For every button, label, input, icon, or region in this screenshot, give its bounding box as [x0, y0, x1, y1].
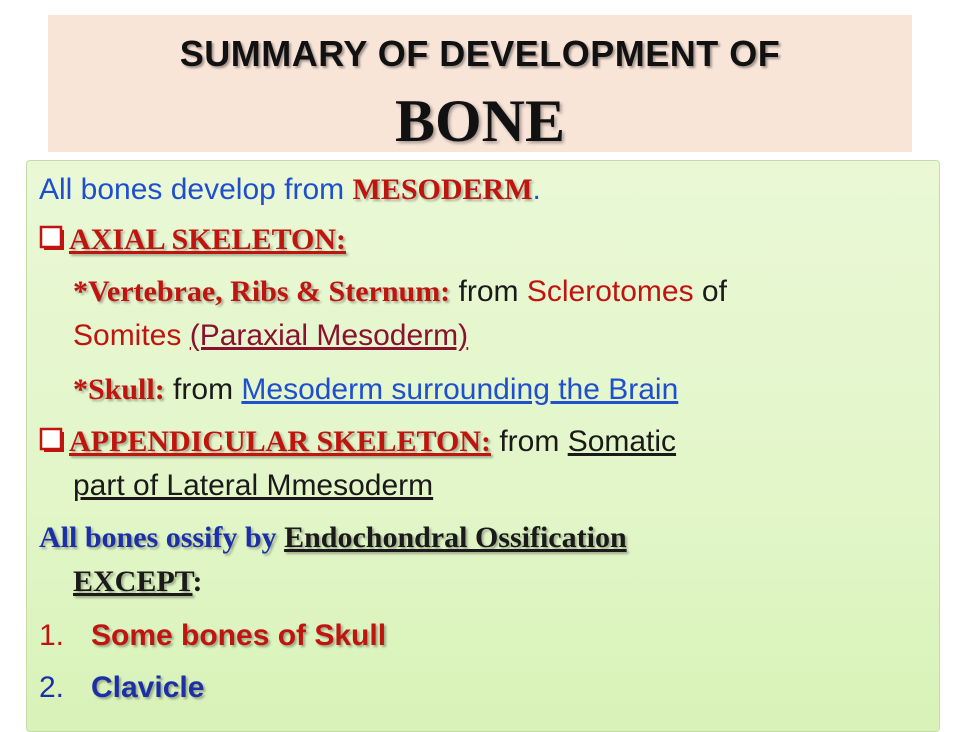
ossify-prefix: All bones ossify by	[39, 521, 285, 554]
vertebrae-line-2	[73, 319, 468, 353]
list-number: 2.	[39, 671, 65, 704]
ossify-line-2	[73, 565, 202, 599]
appendicular-line-2	[73, 469, 433, 503]
title-line-1: SUMMARY OF DEVELOPMENT OF	[179, 33, 781, 74]
lateral-mesoderm-text: part of Lateral Mmesoderm	[73, 469, 434, 502]
vertebrae-line	[73, 275, 727, 309]
mesoderm-highlight: MESODERM	[352, 173, 533, 206]
appendicular-line	[39, 425, 676, 459]
somatic-text: Somatic	[567, 425, 677, 458]
intro-suffix: .	[532, 173, 541, 206]
vertebrae-source: Sclerotomes	[526, 275, 694, 308]
vertebrae-from: from	[450, 275, 527, 308]
skull-source: Mesoderm surrounding the Brain	[241, 373, 679, 406]
list-item	[39, 671, 204, 705]
list-item	[39, 619, 386, 653]
axial-heading: AXIAL SKELETON:	[69, 223, 347, 256]
ossify-line	[39, 521, 627, 555]
vertebrae-of: of	[693, 275, 727, 308]
except-text: EXCEPT	[73, 565, 193, 598]
appendicular-from: from	[491, 425, 568, 458]
skull-label: *Skull:	[73, 373, 165, 406]
checkbox-bullet-icon	[39, 427, 65, 453]
title-line-2: BONE	[394, 88, 566, 154]
skull-from: from	[164, 373, 242, 406]
vertebrae-label: *Vertebrae, Ribs & Sternum:	[73, 275, 451, 308]
axial-heading-line	[39, 223, 346, 257]
intro-prefix: All bones develop from	[39, 173, 353, 206]
checkbox-bullet-icon	[39, 225, 65, 251]
somites-text: Somites	[73, 319, 190, 352]
list-text: Clavicle	[91, 671, 205, 704]
list-number: 1.	[39, 619, 65, 652]
paraxial-mesoderm: (Paraxial Mesoderm)	[189, 319, 469, 352]
list-text: Some bones of Skull	[91, 619, 387, 652]
appendicular-heading: APPENDICULAR SKELETON:	[69, 425, 492, 458]
content-panel	[26, 160, 940, 732]
title-banner	[48, 15, 912, 152]
intro-line	[39, 173, 541, 207]
except-colon: :	[192, 565, 203, 598]
ossify-method: Endochondral Ossification	[284, 521, 627, 554]
skull-line	[73, 373, 678, 407]
